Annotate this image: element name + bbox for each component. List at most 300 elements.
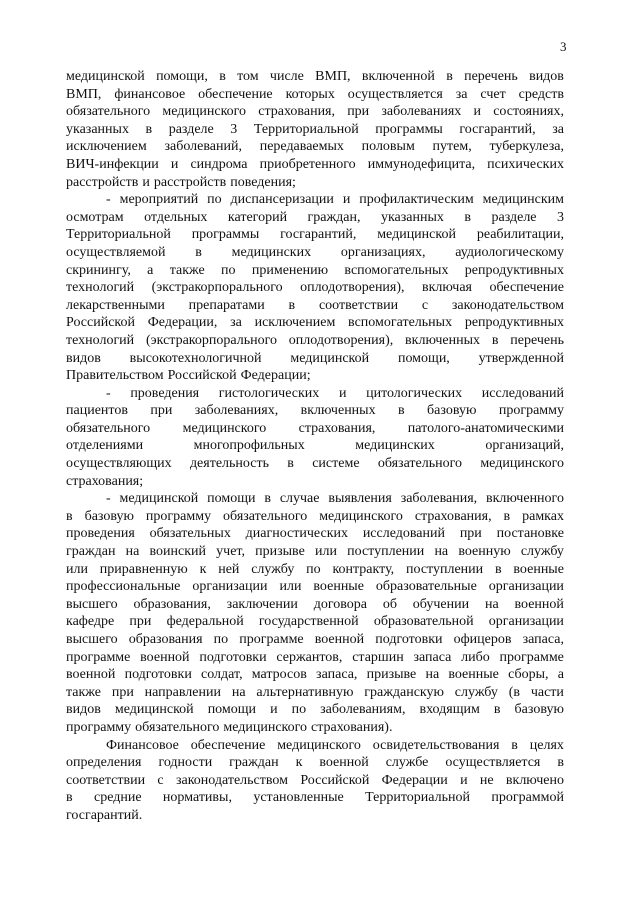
text-line [66,279,564,297]
word: образования, [133,596,211,612]
word: запаса, [522,632,564,647]
word: программу [66,719,132,735]
word: в [464,209,472,225]
word: помощи, [156,69,208,84]
word: входящим [419,702,480,718]
text-line [66,402,564,420]
word: или [279,579,302,595]
text-line [66,367,564,385]
word: также [66,684,102,700]
word: определения [66,755,142,771]
word: программу [498,403,564,419]
word: проведения [130,385,200,401]
word: профессиональные [66,579,181,595]
word: и [338,385,347,401]
word: граждан [229,755,279,771]
text-line [66,490,564,508]
word: которых [285,86,335,102]
word: расстройств [153,174,227,190]
word: на [425,667,440,683]
word: программой [491,790,564,806]
word: Финансовое [106,737,179,753]
word: в [494,561,502,577]
word: диспансеризации [230,192,334,208]
word: приравненную [99,561,188,577]
word: осуществляемой [66,244,166,260]
word: в [145,121,153,137]
text-line [66,156,564,174]
word: том [237,69,259,84]
word: осуществляющих [66,456,172,472]
word: страхования, [414,508,492,524]
word: поступлении [406,561,484,577]
word: категорий [227,209,288,225]
word: в [66,508,73,524]
word: состояниях, [493,104,564,120]
word: в [511,737,518,753]
word: об [382,596,397,612]
word: в [398,403,405,419]
word: с [421,297,429,313]
word: обеспечение [198,86,273,102]
word: ВМП, [66,86,102,102]
word: рамках [522,508,564,524]
word: (в [508,684,520,700]
word: программы [191,227,260,243]
text-line [66,226,564,244]
word: организации [488,579,564,595]
word: медицинской [377,227,456,243]
word: включая [421,280,472,296]
word: разделе [168,121,214,137]
word: законодательством [451,297,564,313]
word: осмотрам [66,209,124,225]
word: организации [192,579,268,595]
word: в [446,69,453,84]
word: матросов [251,667,307,683]
word: аудиологическому [455,244,564,260]
word: не [479,772,494,788]
text-line [66,666,564,684]
text-line [66,191,564,209]
word: в [493,702,501,718]
word: военной [319,755,369,771]
word: технологий [66,280,135,296]
word: нормативы, [162,790,232,806]
text-line [66,473,564,491]
word: отдельных [144,209,208,225]
word: исследований [481,385,564,401]
word: гистологических [218,385,320,401]
word: оплодотворения), [300,280,405,296]
text-line [66,103,564,121]
word: базовую [427,403,477,419]
word: страхования; [66,473,144,489]
word: старшин [352,649,404,665]
word: и [270,702,278,718]
word: мероприятий [119,192,199,208]
word: путем, [432,139,472,155]
word: постановке [496,526,564,542]
text-line [66,631,564,649]
word: государственной [258,614,359,630]
word: при [347,104,370,120]
word: организациях, [340,244,426,260]
word: на [231,684,246,700]
word: числе [269,69,304,84]
word: системе [312,456,360,472]
word: по [291,702,307,718]
word: лекарственными [66,297,165,313]
word: медицинской [119,491,199,507]
text-line [66,332,564,350]
word: обязательного [66,104,151,120]
text-line [66,385,564,403]
text-line [66,807,564,825]
word: репродуктивных [464,262,564,278]
word: туберкулеза, [489,139,564,155]
word: разделе [491,209,537,225]
word: военные [513,561,564,577]
word: поведения; [230,174,296,190]
word: медицинской [290,350,370,366]
word: в [287,456,294,472]
word: - [106,192,111,208]
word: при [150,403,173,419]
word: контракту, [332,561,395,577]
word: технологий [66,332,135,348]
word: поступлении [347,544,425,560]
word: или [66,561,88,577]
word: средств [518,86,564,102]
word: Российской [167,368,237,384]
word: а [557,667,564,683]
word: цитологических [366,385,463,401]
word: обязательного [135,719,220,735]
text-line [66,174,564,192]
text-line [66,314,564,332]
word: счет [480,86,506,102]
word: за [552,121,564,137]
word: утвержденной [478,350,564,366]
word: призыве [366,667,417,683]
word: программе [66,649,131,665]
word: пациентов [66,403,128,419]
word: исключением [66,139,147,155]
word: включенного [485,491,564,507]
word: исключением [254,315,336,331]
text-line [66,754,564,772]
word: патолого-анатомическими [407,420,564,436]
word: организации [488,614,564,630]
word: граждан [66,544,116,560]
word: по [213,632,229,647]
word: подготовки [124,667,192,683]
word: включенной [361,69,435,84]
word: военные [313,579,364,595]
text-line [66,613,564,631]
word: за [230,315,242,331]
word: медицинских [231,244,312,260]
word: профилактическим [359,192,474,208]
word: госгарантий, [459,121,536,137]
word: (экстракорпорального [145,332,277,348]
word: проведения [66,526,135,542]
word: при [129,614,152,630]
word: помощи, [397,350,450,366]
text-line [66,420,564,438]
word: службу [251,561,295,577]
word: отделениями [66,438,144,454]
word: заболеваниях [381,104,462,120]
word: граждан, [307,209,361,225]
word: воинский [149,544,206,560]
word: медицинского [223,719,308,735]
text-line [66,455,564,473]
word: по [221,262,236,278]
word: реабилитации, [476,227,564,243]
word: солдат, [201,667,243,683]
word: указанных [66,121,129,137]
word: медицинских [355,438,435,454]
word: призыве [255,544,305,560]
word: Территориальной [66,227,171,243]
word: направлении [144,684,221,700]
word: выявления [328,491,392,507]
word: видов [529,69,564,84]
word: обеспечение [489,280,564,296]
word: психических [487,156,564,172]
word: запаса [413,649,452,665]
word: медицинского [319,508,403,524]
text-line [66,437,564,455]
word: указанных [380,209,444,225]
word: заболеваниях, [194,403,279,419]
word: медицинским [482,192,564,208]
word: многопрофильных [193,438,305,454]
word: в [288,297,296,313]
word: образовательной [373,614,474,630]
word: военной [140,649,190,665]
word: и [460,772,468,788]
word: (экстракорпорального [151,280,283,296]
word: соответствии [318,297,399,313]
word: 3 [230,121,238,137]
text-line [66,578,564,596]
word: страхования, [298,420,376,436]
word: гражданскую [364,684,444,700]
word: медицинского [480,456,564,472]
text-line [66,596,564,614]
text-line [66,701,564,719]
word: Федерации; [240,368,311,384]
word: Территориальной [365,790,470,806]
word: образовательные [375,579,477,595]
word: Федерации [381,772,448,788]
text-line [66,543,564,561]
word: в [503,508,511,524]
word: Российской [300,772,370,788]
word: на [484,596,499,612]
word: помощи [207,491,256,507]
word: репродуктивных [464,315,564,331]
word: случае [279,491,320,507]
word: высшего [66,596,118,612]
word: обеспечение [190,737,266,753]
word: оплодотворения), [288,332,394,348]
word: на [434,544,449,560]
word: синдрома [190,156,248,172]
word: включенных [405,332,481,348]
word: с [157,772,164,788]
text-line [66,86,564,104]
text-line [66,789,564,807]
word: запаса, [316,667,358,683]
word: подготовки [375,632,443,647]
word: страхования, [258,104,335,120]
word: организаций, [485,438,564,454]
word: включенных [300,403,376,419]
word: сборы, [508,667,549,683]
word: за [455,86,468,102]
word: и [342,192,351,208]
word: заключении [226,596,298,612]
word: по [207,192,222,208]
word: либо [461,649,490,665]
text-line [66,772,564,790]
word: военной [66,667,116,683]
text-line [66,209,564,227]
word: Правительством [66,368,164,384]
word: программы [375,121,443,137]
text-line [66,508,564,526]
word: - [106,491,111,507]
text-line [66,561,564,579]
word: Территориальной [253,121,359,137]
word: к [295,755,303,771]
word: по [306,561,321,577]
word: медицинской [114,702,194,718]
word: базовую [84,508,134,524]
word: препаратами [188,297,265,313]
word: военную [458,544,511,560]
word: годности [158,755,213,771]
word: средние [93,790,142,806]
word: обязательного [223,508,308,524]
text-line [66,138,564,156]
word: подготовки [199,649,267,665]
word: ней [218,561,240,577]
word: службе [385,755,429,771]
word: обязательного [377,456,463,472]
word: медицинского [182,420,267,436]
word: освидетельствования [372,737,500,753]
word: альтернативную [256,684,354,700]
text-line [66,262,564,280]
word: страхования). [311,719,393,735]
word: перечень [510,332,564,348]
word: обучении [412,596,470,612]
word: помощи [207,702,257,718]
text-line [66,684,564,702]
word: части [530,684,564,700]
word: программе [239,632,304,647]
word: к [199,561,207,577]
word: приобретенного [259,156,356,172]
word: исследований [362,526,445,542]
word: программе [499,649,564,665]
text-line [66,297,564,315]
word: при [459,526,482,542]
word: а [147,262,154,278]
word: при [111,684,134,700]
word: видов [66,702,101,718]
word: службу [520,544,564,560]
word: медицинского [277,737,361,753]
word: установленные [253,790,344,806]
word: военной [514,596,564,612]
word: Российской [66,315,135,331]
word: офицеров [453,632,512,647]
word: ВИЧ-инфекции [66,156,159,172]
word: образования [128,632,203,647]
word: обязательного [66,420,151,436]
word: военной [314,632,365,647]
word: в [195,244,202,260]
word: ВМП, [315,69,351,84]
word: медицинского [162,104,247,120]
word: 3 [556,209,564,225]
word: службу [454,684,498,700]
word: осуществляется [445,755,541,771]
word: медицинской [66,69,145,84]
word: передаваемых [259,139,344,155]
word: также [169,262,205,278]
text-line [66,350,564,368]
text-line [66,68,564,86]
word: федеральной [166,614,244,630]
word: включено [505,772,564,788]
word: базовую [514,702,564,718]
word: вспомогательных [348,315,453,331]
text-line [66,244,564,262]
word: Федерации, [147,315,218,331]
word: в [66,790,73,806]
word: обязательных [149,526,231,542]
word: скринингу, [66,262,131,278]
word: законодательством [175,772,288,788]
word: и [142,174,150,190]
word: деятельность [189,456,269,472]
text-line [66,121,564,139]
word: или [314,544,337,560]
word: осуществляется [347,86,443,102]
word: заболеваниям, [320,702,406,718]
word: финансовое [114,86,186,102]
word: половым [361,139,415,155]
word: программу [145,508,212,524]
word: госгарантий, [280,227,357,243]
word: иммунодефицита, [367,156,476,172]
word: целях [529,737,564,753]
word: высокотехнологичной [129,350,262,366]
word: договора [313,596,367,612]
word: диагностических [245,526,348,542]
word: применению [251,262,329,278]
word: сержантов, [276,649,343,665]
text-line [66,719,564,737]
word: учет, [216,544,245,560]
